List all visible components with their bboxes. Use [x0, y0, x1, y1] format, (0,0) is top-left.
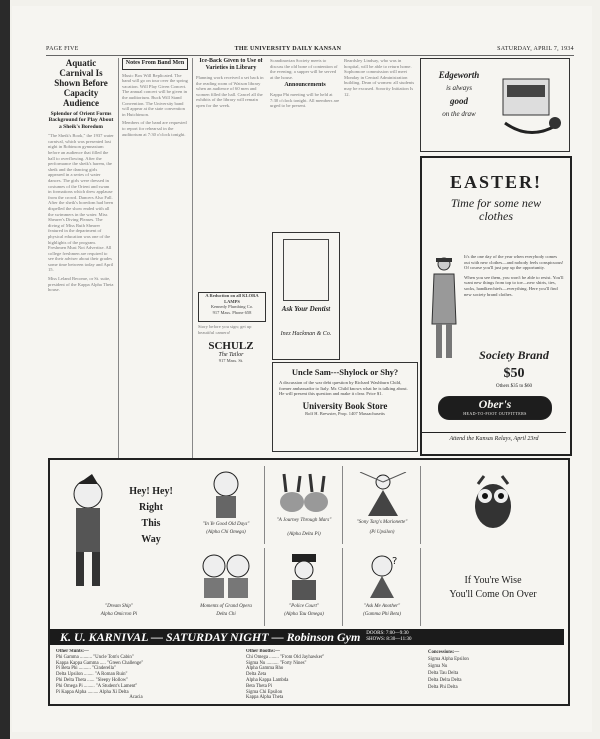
dentist-ad: [272, 232, 340, 360]
easter-subtitle: Time for some new clothes: [450, 196, 542, 223]
concession-item: Delta Delta Delta: [428, 678, 462, 683]
question-figure-icon: [362, 554, 402, 600]
column-5-article: Beardsley Lindsay, who was in hospital, will be able to return home. Sophomore commission will meet Monday in Central Administration building. Dean of women: all students may be excused. Sorority Initiation Is 12.: [344, 58, 415, 97]
cartoon-panel-4: [188, 548, 265, 626]
schulz-tagline: The Tailor: [218, 352, 244, 358]
hey-hey-text: [120, 484, 182, 548]
panel-4-title: Moments of Grand Opera: [200, 604, 252, 609]
obers-name: Ober's: [478, 397, 512, 411]
announcements-body: Kappa Phi meeting will be held at 7:30 o'clock tonight. All members are urged to be present.: [270, 91, 340, 109]
edgeworth-line-2: is always: [446, 84, 472, 92]
library-headline: Ice-Back Given to Use of Varieties in Library: [199, 58, 263, 71]
concession-item: Delta Phi Delta: [428, 685, 458, 690]
panel-1-org: (Alpha Chi Omega): [206, 530, 246, 535]
dream-ship-org: Alpha Omicron Pi: [100, 612, 138, 617]
other-stunt-item: Pi Beta Phi .......... "Cinderella": [56, 666, 116, 672]
obers-tagline: HEAD-TO-FOOT OUTFITTERS: [463, 411, 527, 416]
panel-5-org: (Alpha Tau Omega): [284, 612, 324, 617]
concession-item: Delta Tau Delta: [428, 671, 459, 676]
other-booth-item: Chi Omega ........ "From Old Jayhawker": [246, 654, 325, 660]
panel-3-title: "Sony Targ's Marionette": [356, 520, 408, 525]
panel-2-title: "A Journey Through Mars": [276, 518, 332, 523]
carnival-article: "The Sheik's Book," the 1937 water carnival, which was presented last night in Robinson gymnasium before an audience that filled the hall to overflowing. After the performance the sheik's harem, the sheik and the dancing girls appeared in a series of water dances. The girls were dressed in costumes of the Orient and swam in formations which drew applause from the crowd. Dancers Also Fall. After the sheik's boredom had been dispelled the show ended with all the swimmers in the water. Miss Shearer's Diving Pleases. The diving of Miss Ruth Shearer featured in the department of physical education was one of the highlights of the program. Freshmen Must Not Advertise. All college freshmen are required to see their adviser about their grades some time between today and April 15.: [48, 133, 114, 273]
bookstore-name: University Book Store: [302, 400, 388, 411]
edgeworth-brand: Edgeworth: [438, 70, 480, 80]
other-booth-item: Sigma Chi Epsilon: [246, 689, 283, 695]
cartoon-panel-6: [344, 548, 421, 626]
panel-6-org: (Gamma Phi Beta): [363, 612, 401, 617]
kennedy-plumbing-ad: [198, 292, 266, 322]
karnival-times: [366, 631, 411, 643]
other-booth-item: Beta Theta Pi: [246, 683, 273, 689]
cartoon-panel-2: [266, 466, 343, 544]
cartoon-panel-5: [266, 548, 343, 626]
bookstore-headline: Uncle Sam---Shylock or Shy?: [291, 367, 399, 377]
carnival-subhead: Splendor of Orient Forms Background for Play About a Sheik's Boredom: [48, 111, 114, 130]
column-3-note: Story before you sign; get up beautiful camera!: [198, 324, 252, 335]
kansas-relays-note: Attend the Kansas Relays, April 23rd: [422, 432, 566, 442]
karnival-banner: [50, 629, 564, 645]
column-4-article: Scandinavian Society meets to discuss the old bone of contention of the evening; a supper will be served at the house.: [270, 58, 338, 80]
concessions-label: Concessions:—: [428, 650, 460, 655]
other-stunt-item: Phi Omega Pi ......... "A Student's Lament": [56, 683, 138, 689]
other-booth-item: Alpha Gamma Rho: [246, 666, 284, 672]
hey-hey-line-3: This: [141, 518, 161, 529]
page-number: PAGE FIVE: [46, 46, 79, 52]
other-stunts-label: Other Stunts:—: [56, 649, 89, 654]
man-figure-icon: [428, 254, 460, 364]
bookstore-ad: [272, 362, 418, 452]
other-booth-item: Delta Zeta: [246, 672, 267, 678]
wise-line-2: You'll Come On Over: [449, 589, 537, 600]
carnival-headline: Aquatic Carnival Is Shown Before Capacity Audience: [54, 58, 108, 108]
other-stunt-item: Delta Upsilon ........ "A Roman Ruin": [56, 672, 128, 678]
plumbing-ad-company: Kennedy Plumbing Co.: [210, 304, 254, 309]
panel-3-org: (Pi Upsilon): [369, 530, 395, 535]
hey-hey-line-4: Way: [141, 534, 161, 545]
karnival-shows: SHOWS: 8:30—11:30: [366, 637, 412, 642]
easter-ad: [420, 156, 572, 456]
bookstore-address: Rolf H. Brewster, Prop. 1407 Massachusetts: [305, 410, 385, 416]
easter-body: [464, 254, 564, 297]
concessions-list: [428, 649, 558, 699]
schulz-name: SCHULZ: [208, 340, 254, 352]
band-notes-article: Music Box Will Replicated. The band will go on tour over the spring vacation. Will Play Given Concert. The annual concert will be given in the auditorium. Buck Will Stand Convention. The University band will appear at the state convention in Hutchinson.: [122, 72, 188, 117]
karnival-title: K. U. KARNIVAL — SATURDAY NIGHT — Robinson Gym: [60, 629, 361, 644]
other-booth-item: Sigma Nu .......... "Forty Nines": [246, 660, 307, 666]
other-booth-item: Alpha Kappa Lambda: [246, 677, 289, 683]
column-divider: [192, 58, 193, 478]
other-booth-item: Kappa Alpha Theta: [246, 695, 284, 699]
plumbing-ad-headline: A Reduction on all KLORA LAMPS: [205, 293, 259, 304]
old-days-figure-icon: [208, 470, 244, 520]
other-booths-list: [246, 649, 406, 699]
dentist-ad-illustration: [283, 239, 329, 301]
schulz-address: 917 Mass. St.: [218, 358, 244, 363]
panel-4-org: Delta Chi: [216, 612, 236, 617]
announcements-heading: Announcements: [284, 82, 326, 89]
hey-hey-line-1: Hey! Hey!: [129, 486, 173, 497]
bookstore-body: A discussion of the war debt question by Richard Washburn Child, former ambassador to Italy. Mr. Child knows what he is talking about. He will present this question and make it clear. Price $1.: [279, 380, 408, 397]
scan-edge: [0, 0, 10, 739]
opera-figures-icon: [198, 552, 254, 600]
dream-ship-caption: "Dream Ship": [104, 604, 134, 609]
easter-price: $50: [503, 366, 525, 381]
svg-text:?: ?: [392, 556, 398, 567]
other-stunt-item: Phi Delta Theta ...... "Sleepy Hollow": [56, 677, 129, 683]
easter-body-1: It's the one day of the year when everybody comes out with new clothes—and nobody feels conspicuous! Of course you'll just pay up the opportunity.: [464, 254, 564, 271]
marionette-icon: [358, 472, 408, 518]
column-1: [48, 58, 114, 478]
wise-text: [424, 574, 562, 602]
jayhawker-figure-icon: [58, 472, 118, 592]
plumbing-ad-phone: 917 Mass. Phone 658: [212, 309, 252, 315]
tobacco-tin-icon: [495, 67, 565, 143]
band-notes-box: Notes From Band Men: [122, 58, 188, 70]
page-date: SATURDAY, APRIL 7, 1934: [497, 46, 574, 52]
hey-hey-line-2: Right: [139, 502, 163, 513]
header-rule: [46, 55, 574, 56]
other-stunts-list: [56, 649, 216, 699]
other-booths-label: Other Booths:—: [246, 649, 280, 654]
cartoon-panel-1: [188, 466, 265, 544]
other-stunt-item: Pi Kappa Alpha ......... Alpha Xi Delta: [56, 689, 129, 695]
cartoon-panel-3: [344, 466, 421, 544]
easter-title: EASTER!: [449, 172, 543, 192]
wise-line-1: If You're Wise: [464, 575, 522, 586]
column-4: [270, 58, 340, 228]
owl-icon: [468, 474, 518, 530]
panel-1-title: "In Ye Good Old Days": [202, 522, 250, 527]
dentist-ad-company: Inez Hackman & Co.: [280, 331, 332, 337]
concession-item: Sigma Nu: [428, 664, 448, 669]
society-brand-logo: Society Brand: [479, 348, 549, 362]
edgeworth-text: [427, 69, 491, 121]
edgeworth-line-3: good: [450, 96, 468, 106]
edgeworth-ad: [420, 58, 570, 152]
other-stunt-item: Kappa Kappa Gamma ..... "Green Challenge": [56, 660, 144, 666]
column-3: [196, 58, 266, 288]
concession-item: Sigma Alpha Epsilon: [428, 657, 469, 662]
column-1-footnote: Miss Leland Become, or St. suite, president of the Kappa Alpha Theta house.: [48, 276, 114, 293]
band-notes-extra: Members of the band are requested to report for rehearsal in the auditorium at 7:30 o'clock tonight.: [122, 120, 187, 137]
dentist-ad-text: Ask Your Dentist: [281, 305, 331, 313]
other-stunt-item: Phi Gamma .......... "Uncle Tom's Cabin": [56, 654, 134, 660]
page-header: [46, 44, 574, 54]
panel-6-title: "Ask Me Another": [363, 604, 401, 609]
easter-price-note: Others $35 to $60: [496, 384, 532, 389]
rabbit-figures-icon: [276, 472, 332, 516]
hey-hey-panel: [54, 466, 184, 624]
police-figure-icon: [282, 552, 326, 602]
obers-logo: [438, 396, 552, 420]
column-5: [344, 58, 416, 154]
column-divider: [118, 58, 119, 478]
other-stunt-item: Acacia: [129, 695, 143, 699]
karnival-doors: DOORS: 7:00—9:30: [366, 631, 409, 636]
easter-body-2: When you see them, you won't be able to resist. You'll want new things from top to toe—new shirts, ties, socks, handkerchiefs—everything. Here you'll find new society brand clothes.: [464, 274, 564, 297]
panel-5-title: "Police Court": [289, 604, 319, 609]
schulz-tailor-ad: [198, 340, 264, 370]
panel-2-org: (Alpha Delta Pi): [287, 532, 321, 537]
column-2: [122, 58, 188, 478]
library-article: Planning work received a set back in the reading room of Watson library when an audience of 60 men and women filled the hall. Cancel all the exhibits of the library will remain open for the week.: [196, 75, 264, 108]
wise-owl-panel: [424, 466, 562, 624]
masthead: THE UNIVERSITY DAILY KANSAN: [234, 46, 342, 52]
edgeworth-line-4: on the draw: [442, 110, 476, 118]
